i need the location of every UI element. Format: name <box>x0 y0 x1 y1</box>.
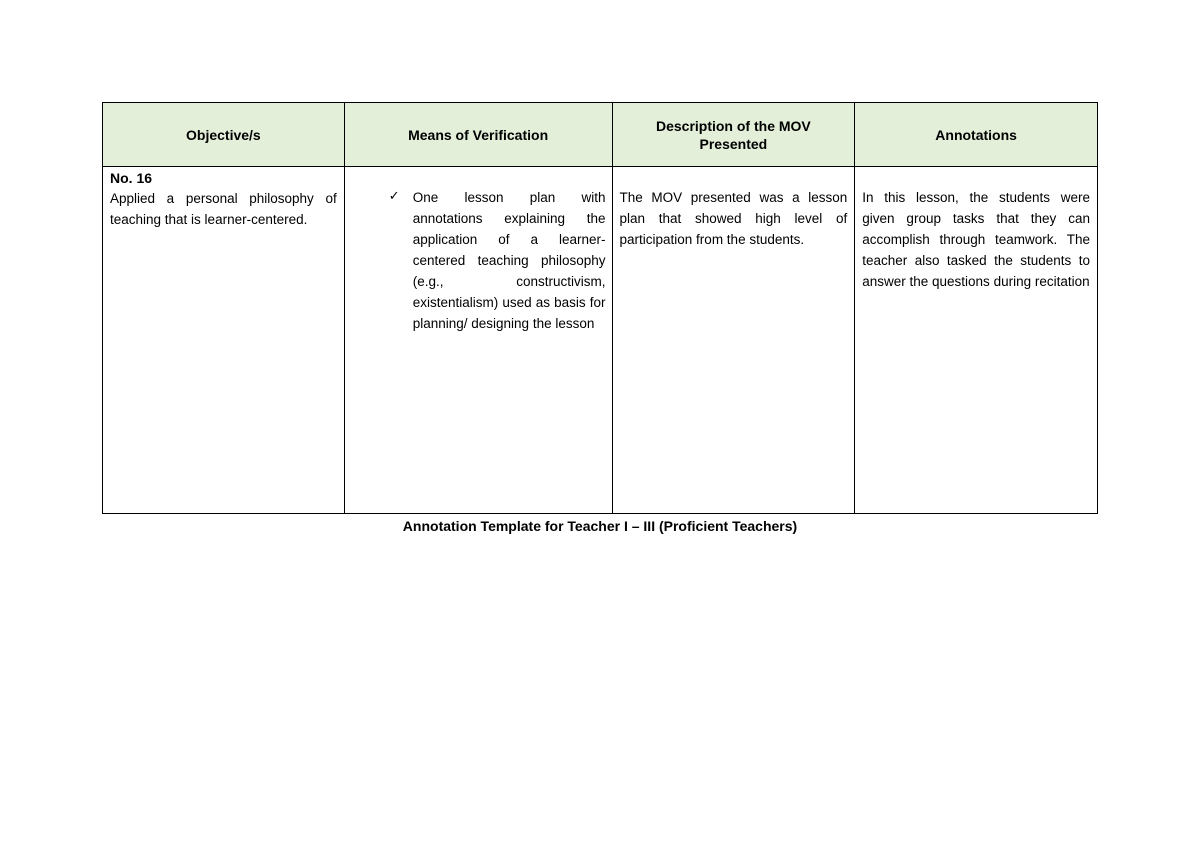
checkmark-icon: ✓ <box>388 188 400 203</box>
description-text: The MOV presented was a lesson plan that showed high level of participation from the students. <box>619 190 848 247</box>
objective-text: Applied a personal philosophy of teaching that is learner-centered. <box>110 191 337 227</box>
objective-cell <box>103 167 345 514</box>
document-caption: Annotation Template for Teacher I – III (Proficient Teachers) <box>402 518 798 534</box>
table-row <box>103 167 1098 514</box>
annotation-text: In this lesson, the students were given group tasks that they can accomplish through teamwork. The teacher also tasked the students to answer the questions during recitation <box>862 190 1090 289</box>
header-mov-description: Description of the MOV Presented <box>612 103 855 167</box>
annotation-cell <box>855 167 1098 514</box>
table-header-row <box>103 103 1098 167</box>
annotation-table <box>102 102 1098 514</box>
description-cell <box>612 167 855 514</box>
mov-text: One lesson plan with annotations explaining the application of a learner-centered teaching philosophy (e.g., constructivism, existentialism) used as basis for planning/ designing the lesson <box>412 190 606 331</box>
header-annotations: Annotations <box>855 103 1098 167</box>
header-means-of-verification: Means of Verification <box>344 103 612 167</box>
header-objectives: Objective/s <box>103 103 345 167</box>
objective-number: No. 16 <box>110 170 153 186</box>
mov-cell <box>344 167 612 514</box>
